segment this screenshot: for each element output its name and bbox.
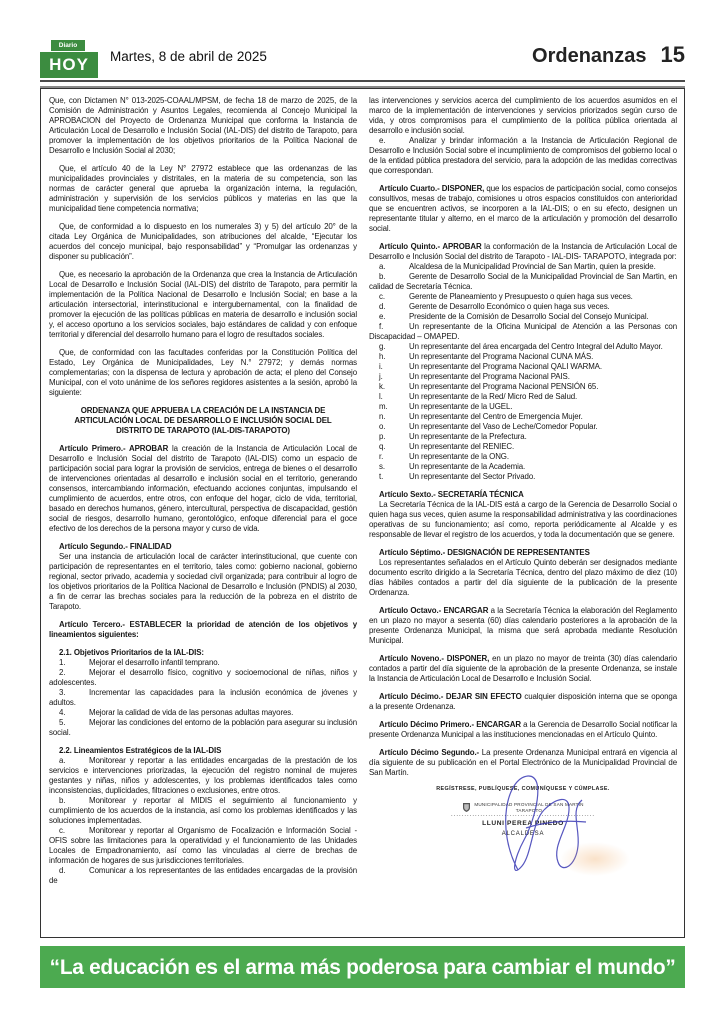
right-column-text (369, 96, 677, 778)
mayor-name: LLUNI PEREA PINEDO (482, 820, 564, 827)
logo-diario-label: Diario (51, 40, 85, 51)
list-item: e. Presidente de la Comisión de Desarrollo Social del Consejo Municipal. (379, 312, 649, 321)
list-item: f. Un representante de la Oficina Municipal de Atención a las Personas con Discapacidad – OMAPED. (369, 322, 677, 341)
article-heading: Artículo Séptimo.- DESIGNACIÓN DE REPRESENTANTES (379, 548, 590, 557)
footer-quote-banner (40, 946, 685, 988)
article-paragraph: Artículo Primero.- APROBAR la creación de la Instancia de Articulación Local de Desarrollo e Inclusión Social del distrito de Tarapoto (IAL-DIS) como un espacio de participación social para lograr la provisión de servicios, entrega de bienes o el desarrollo de intervenciones orientadas al desarrollo e inclusión social en el territorio, generando consensos, intercambiando información, efectuando acciones conjuntas, impulsando el cumplimiento de acuerdos, entre otros, con enfoque del hogar, ciclo de vida, territorial, basado en derechos humanos, género, intercultural, perspectiva de discapacidad, gestión social de riesgos, desarrollo humano, gerontológico, enfoque diferencial para el goce efectivo de los derechos de la persona mayor y curso de vida. (49, 444, 357, 533)
list-item: s. Un representante de la Academia. (379, 462, 526, 471)
list-item: 1. Mejorar el desarrollo infantil temprano. (59, 658, 220, 667)
list-item: b. Gerente de Desarrollo Social de la Municipalidad Provincial de San Martin, en calidad de Secretaría Técnica. (369, 272, 677, 291)
article-paragraph: La Secretaría Técnica de la IAL-DIS está a cargo de la Gerencia de Desarrollo Social o quien haga sus veces, quien asume la responsabilidad administrativa y las coordinaciones operativas de su funcionamiento; así como, reporta periódicamente al Alcalde y es responsable de llevar el registro de los acuerdos, y toda la documentación que se genere. (369, 500, 677, 539)
section-title: Ordenanzas (532, 45, 647, 67)
article-heading: 2.2. Lineamientos Estratégicos de la IAL-DIS (59, 746, 222, 755)
list-item: c. Monitorear y reportar al Organismo de Focalización e Información Social - OFIS sobre las limitaciones para la operatividad y el funcionamiento de las Unidades Locales de Empadronamiento, así como las vinculadas al cierre de brechas de información de hogares de sus jurisdicciones territoriales. (49, 826, 357, 865)
article-paragraph: Artículo Noveno.- DISPONER, en un plazo no mayor de treinta (30) días calendario contados a partir del día siguiente de la aprobación de la presente Ordenanza, se instale la Instancia de Articulación Local de Desarrollo e Inclusión Social. (369, 654, 677, 683)
logo-hoy-label: HOY (40, 52, 98, 78)
article-paragraph: las intervenciones y servicios acerca del cumplimiento de los acuerdos asumidos en el marco de la implementación de intervenciones y servicios priorizados según curso de vida, y otros compromisos para el cumplimiento de la política pública orientada al desarrollo e inclusión social. (369, 96, 677, 135)
article-heading: Artículo Tercero.- ESTABLECER la prioridad de atención de los objetivos y lineamientos siguientes: (49, 620, 357, 639)
article-paragraph: Los representantes señalados en el Artículo Quinto deberán ser designados mediante documento escrito dirigido a la Secretaría Técnica, dentro del plazo máximo de diez (10) días hábiles contados a partir del día siguiente de la publicación de la presente Ordenanza. (369, 558, 677, 597)
list-item: 2. Mejorar el desarrollo físico, cognitivo y socioemocional de niñas, niños y adolescentes. (49, 668, 357, 687)
list-item: d. Gerente de Desarrollo Económico o quien haga sus veces. (379, 302, 610, 311)
list-item: d. Comunicar a los representantes de las entidades encargadas de la provisión de (49, 866, 357, 885)
signature-order-line: REGÍSTRESE, PUBLÍQUESE, COMUNÍQUESE Y CÚMPLASE. (436, 786, 610, 792)
header-divider (40, 80, 685, 88)
list-item: n. Un representante del Centro de Emergencia Mujer. (379, 412, 583, 421)
left-column (49, 96, 357, 930)
ink-smudge (560, 842, 630, 876)
list-item: i. Un representante del Programa Nacional QALI WARMA. (379, 362, 602, 371)
list-item: 3. Incrementar las capacidades para la inclusión económica de jóvenes y adultos. (49, 688, 357, 707)
list-item: r. Un representante de la ONG. (379, 452, 509, 461)
article-paragraph: Artículo Décimo Primero.- ENCARGAR a la Gerencia de Desarrollo Social notificar la presente Ordenanza Municipal a las instituciones mencionadas en el Artículo Quinto. (369, 720, 677, 739)
mayor-title: ALCALDESA (501, 831, 545, 837)
list-item: 4. Mejorar la calidad de vida de las personas adultas mayores. (59, 708, 294, 717)
signature-dotted-line: ...................................................... (450, 812, 596, 818)
section-header (532, 42, 685, 68)
list-item: b. Monitorear y reportar al MIDIS el seguimiento al funcionamiento y cumplimiento de los acuerdos de la instancia, así como los problemas identificados y las soluciones implementadas. (49, 796, 357, 825)
ordinance-article-box (40, 88, 685, 938)
list-item: 5. Mejorar las condiciones del entorno de la población para asegurar su inclusión social. (49, 718, 357, 737)
article-heading: 2.1. Objetivos Prioritarios de la IAL-DIS: (59, 648, 204, 657)
list-item: g. Un representante del área encargada del Centro Integral del Adulto Mayor. (379, 342, 663, 351)
article-paragraph: Ser una instancia de articulación local de carácter interinstitucional, que cuente con participación de representantes en el territorio, tales como: gobierno nacional, gobierno regional, sector privado, academia y sociedad civil organizada; para contribuir al logro de los objetivos prioritarios de la Política Nacional de Desarrollo e Inclusión (PNDIS) al 2030, a fin de cerrar las brechas sociales para la reducción de la pobreza en el distrito de Tarapoto. (49, 552, 357, 611)
article-paragraph: Que, de conformidad a lo dispuesto en los numerales 3) y 5) del artículo 20° de la citada Ley Orgánica de Municipalidades, son atribuciones del alcalde, “Ejecutar los acuerdos del concejo municipal, bajo responsabilidad” y “Promulgar las ordenanzas y disponer su publicación”. (49, 222, 357, 261)
list-item: k. Un representante del Programa Nacional PENSIÓN 65. (379, 382, 599, 391)
page-number: 15 (660, 42, 685, 67)
article-heading: Artículo Segundo.- FINALIDAD (59, 542, 172, 551)
list-item: l. Un representante de la Red/ Micro Red de Salud. (379, 392, 578, 401)
diario-hoy-logo (40, 40, 98, 78)
list-item: c. Gerente de Planeamiento y Presupuesto o quien haga sus veces. (379, 292, 633, 301)
list-item: a. Monitorear y reportar a las entidades encargadas de la prestación de los servicios e intervenciones priorizadas, la ejecución del registro nominal de mujeres gestantes y niñas, niños y adolescentes, y los problemas identificados tales como inconsistencias, duplicidades, filtraciones o exclusiones, entre otros. (49, 756, 357, 795)
signature-block (369, 784, 677, 876)
article-heading: Artículo Sexto.- SECRETARÍA TÉCNICA (379, 490, 524, 499)
list-item: e. Analizar y brindar información a la Instancia de Articulación Regional de Desarrollo e Inclusión Social sobre el incumplimiento de compromisos del gobierno local o de la entidad pública prestadora del servicio, para la adopción de las medidas correctivas que correspondan. (369, 136, 677, 175)
list-item: h. Un representante del Programa Nacional CUNA MÁS. (379, 352, 594, 361)
edition-date: Martes, 8 de abril de 2025 (110, 49, 267, 64)
stamp-line-2: TARAPOTO (515, 807, 543, 813)
article-title: ORDENANZA QUE APRUEBA LA CREACIÓN DE LA INSTANCIA DE ARTICULACIÓN LOCAL DE DESARROLLO E INCLUSIÓN SOCIAL DEL DISTRITO DE TARAPOTO (IAL-DIS-TARAPOTO) (74, 406, 332, 435)
list-item: m. Un representante de la UGEL. (379, 402, 513, 411)
article-paragraph: Artículo Décimo.- DEJAR SIN EFECTO cualquier disposición interna que se oponga a la presente Ordenanza. (369, 692, 677, 711)
list-item: p. Un representante de la Prefectura. (379, 432, 527, 441)
list-item: t. Un representante del Sector Privado. (379, 472, 536, 481)
article-paragraph: Artículo Octavo.- ENCARGAR a la Secretaría Técnica la elaboración del Reglamento en un plazo no mayor a sesenta (60) días calendario posteriores a la aprobación de la presente Ordenanza Municipal, la misma que será aprobada mediante Resolución Municipal. (369, 606, 677, 645)
right-column (369, 96, 677, 930)
stamp-line-1: MUNICIPALIDAD PROVINCIAL DE SAN MARTÍN (474, 802, 584, 808)
list-item: j. Un representante del Programa Nacional PAIS. (379, 372, 570, 381)
list-item: a. Alcaldesa de la Municipalidad Provincial de San Martin, quien la preside. (379, 262, 656, 271)
list-item: q. Un representante del RENIEC. (379, 442, 515, 451)
list-item: o. Un representante del Vaso de Leche/Comedor Popular. (379, 422, 598, 431)
article-paragraph: Artículo Cuarto.- DISPONER, que los espacios de participación social, como consejos consultivos, mesas de trabajo, comisiones u otros espacios constituidos con anterioridad que se encuentren activos, se incorporen a la IAL-DIS; o en su efecto, designen un representante titular y alterno, en el marco de la articulación y promoción del desarrollo social. (369, 184, 677, 233)
article-paragraph: Que, es necesario la aprobación de la Ordenanza que crea la Instancia de Articulación Local de Desarrollo e Inclusión Social (IAL-DIS) del distrito de Tarapoto, para permitir la implementación de la Política Nacional de Desarrollo e Inclusión Social; en base a la articulación intersectorial, interinstitucional e intergubernamental, con la finalidad de promover la ejecución de las políticas públicas en materia de desarrollo e inclusión social y, el acceso oportuno a los servicios sociales, bajo estándares de calidad y con enfoque territorial y diferencial del desarrollo humano para el logro de resultados sociales. (49, 270, 357, 339)
footer-quote-text: “La educación es el arma más poderosa para cambiar el mundo” (49, 954, 676, 979)
left-column-text (49, 96, 357, 886)
article-paragraph: Artículo Décimo Segundo.- La presente Ordenanza Municipal entrará en vigencia al día siguiente de su publicación en el Portal Electrónico de la Municipalidad Provincial de San Martín. (369, 748, 677, 777)
article-paragraph: Que, el artículo 40 de la Ley N° 27972 establece que las ordenanzas de las municipalidades provinciales y distritales, en la materia de su competencia, son las normas de carácter general que aprueba la organización interna, la regulación, administración y supervisión de los servicios públicos y materias en las que la municipalidad tiene competencia normativa; (49, 164, 357, 213)
article-paragraph: Que, con Dictamen N° 013-2025-COAAL/MPSM, de fecha 18 de marzo de 2025, de la Comisión de Administración y Asuntos Legales, recomienda al Concejo Municipal la APROBACION del Proyecto de Ordenanza Municipal que conforma la Instancia de Articulación Local de Desarrollo e Inclusión Social (IAL-DIS) del distrito de Tarapoto, para promover la implementación de los objetivos prioritarios de la Política Nacional de Desarrollo e Inclusión Social al 2030; (49, 96, 357, 155)
article-paragraph: Que, de conformidad con las facultades conferidas por la Constitución Política del Estado, Ley Orgánica de Municipalidades, Ley N.° 27972; y demás normas complementarias; con la dispensa de lectura y aprobación de acta; el pleno del Consejo Municipal, con el voto unánime de los señores regidores asistentes a la sesión, aprobó la siguiente: (49, 348, 357, 397)
masthead (40, 40, 685, 78)
article-paragraph: Artículo Quinto.- APROBAR la conformación de la Instancia de Articulación Local de Desarrollo e Inclusión Social del distrito de Tarapoto - IAL-DIS- TARAPOTO, integrada por: (369, 242, 677, 261)
